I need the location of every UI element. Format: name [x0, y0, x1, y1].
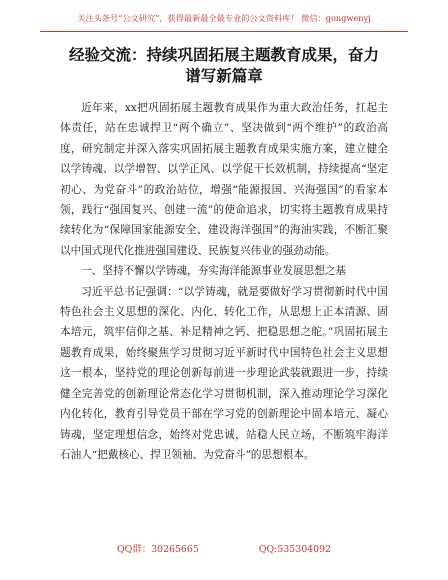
paragraph-intro: 近年来，xx把巩固拓展主题教育成果作为重大政治任务，扛起主体责任，站在忠诚捍卫“两个确立”、坚决做到“两个维护”的政治高度，研究制定并深入落实巩固拓展主题教育成果实施方案，建立健全以学铸魂、以学增智、以学正风、以学促干长效机制，持续提高“坚定初心、为党奋斗”的政治站位，增强“能源报国、兴海强国”的看家本领，践行“强国复兴、创建一流”的使命追求，切实将主题教育成果持续转化为“保障国家能源安全、建设海洋强国”的海油实践，不断汇聚以中国式现代化推进强国建设、民族复兴伟业的强劲动能。: [60, 102, 388, 257]
paragraph-section-1: 习近平总书记强调：“以学铸魂，就是要做好学习贯彻新时代中国特色社会主义思想的深化、内化、转化工作，从思想上正本清源、固本培元，筑牢信仰之基、补足精神之钙、把稳思想之舵。”巩固拓展主题教育成果，始终聚焦学习贯彻习近平新时代中国特色社会主义思想这一根本，坚持党的理论创新每前进一步理论武装就跟进一步，持续健全完善党的创新理论常态化学习贯彻机制，深入推动理论学习深化内化转化，教育引导党员干部在学习党的创新理论中固本培元、凝心铸魂，坚定理想信念，始终对党忠诚，站稳人民立场，不断筑牢海洋石油人“把戴核心、捍卫领袖、为党奋斗”的思想根本。: [60, 285, 388, 461]
footer-qq-group: QQ群：30265665: [116, 544, 199, 555]
banner-text: 关注头条号“公文研究”，获得最新最全最专业的公文资料库！ 微信：gongwenyj: [77, 13, 371, 23]
document-title: [60, 44, 388, 86]
footer-qq-number: QQ:535304092: [258, 544, 332, 555]
header-banner: [40, 7, 408, 32]
title-line-1: 经验交流：持续巩固拓展主题教育成果，奋力: [68, 45, 379, 64]
section-heading-1: 一、坚持不懈以学铸魂，夯实海洋能源事业发展思想之基: [81, 265, 347, 278]
title-line-2: 谱写新篇章: [185, 66, 263, 85]
footer-contact: [0, 542, 448, 558]
document-page: [60, 44, 388, 465]
